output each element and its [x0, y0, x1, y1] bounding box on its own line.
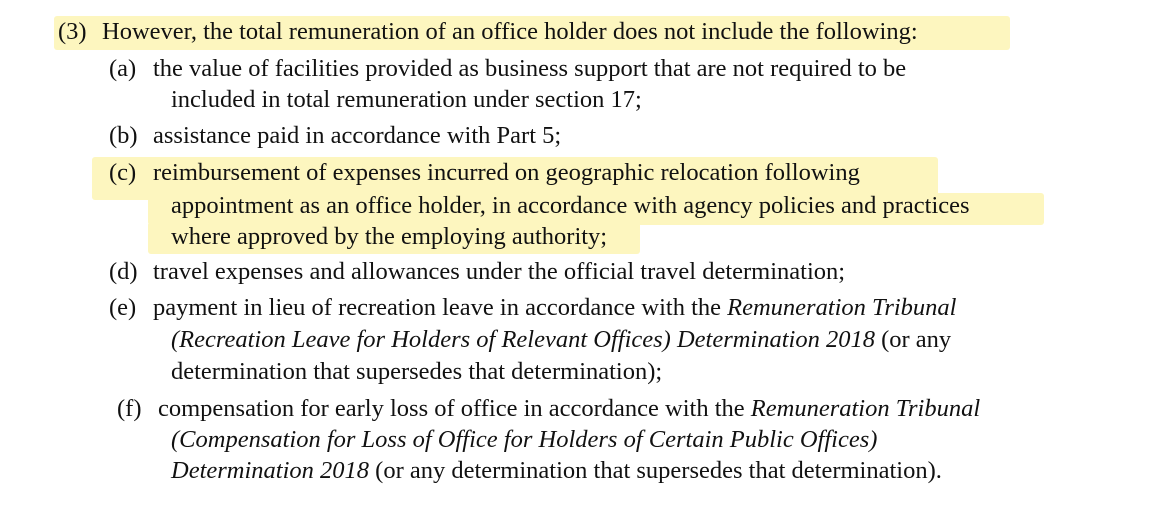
determination-title-year: Determination 2018: [171, 457, 370, 484]
item-e-line3: determination that supersedes that determination);: [171, 358, 663, 385]
tribunal-name: Remuneration Tribunal: [727, 294, 957, 321]
determination-title: (Recreation Leave for Holders of Relevant Offices) Determination 2018: [171, 326, 875, 353]
item-e-line2: (Recreation Leave for Holders of Relevant Offices) Determination 2018 (or any: [171, 326, 952, 353]
item-c-line1: (c) reimbursement of expenses incurred on geographic relocation following: [109, 157, 860, 189]
item-e-label: (e): [109, 294, 137, 321]
item-b-line1: (b) assistance paid in accordance with Part 5;: [109, 120, 561, 152]
item-b-label: (b): [109, 122, 138, 149]
tribunal-name: Remuneration Tribunal: [750, 395, 981, 422]
determination-title: (Compensation for Loss of Office for Holders of Certain Public Offices): [171, 426, 878, 453]
item-d-label: (d): [109, 258, 138, 285]
item-a-label: (a): [109, 55, 137, 82]
section-number: (3): [58, 18, 87, 45]
item-f-line3: Determination 2018 (or any determination that supersedes that determination).: [171, 457, 942, 484]
item-f-label: (f): [117, 395, 142, 422]
section-lead-text: However, the total remuneration of an office holder does not include the following:: [102, 18, 918, 45]
item-f-line2: [171, 424, 877, 456]
item-c-line2: appointment as an office holder, in accordance with agency policies and practices: [171, 192, 970, 219]
item-d-line1: (d) travel expenses and allowances under the official travel determination;: [109, 256, 845, 288]
item-c-label: (c): [109, 159, 137, 186]
item-a-line1: (a) the value of facilities provided as business support that are not required to be: [109, 53, 906, 85]
item-f-line1: (f) compensation for early loss of office in accordance with the Remuneration Tribunal: [117, 393, 980, 425]
section-lead: [58, 16, 918, 48]
item-c-line3: where approved by the employing authority;: [171, 223, 608, 250]
item-e-line1: (e) payment in lieu of recreation leave in accordance with the Remuneration Tribunal: [109, 292, 956, 324]
item-a-line2: included in total remuneration under section 17;: [171, 86, 642, 113]
